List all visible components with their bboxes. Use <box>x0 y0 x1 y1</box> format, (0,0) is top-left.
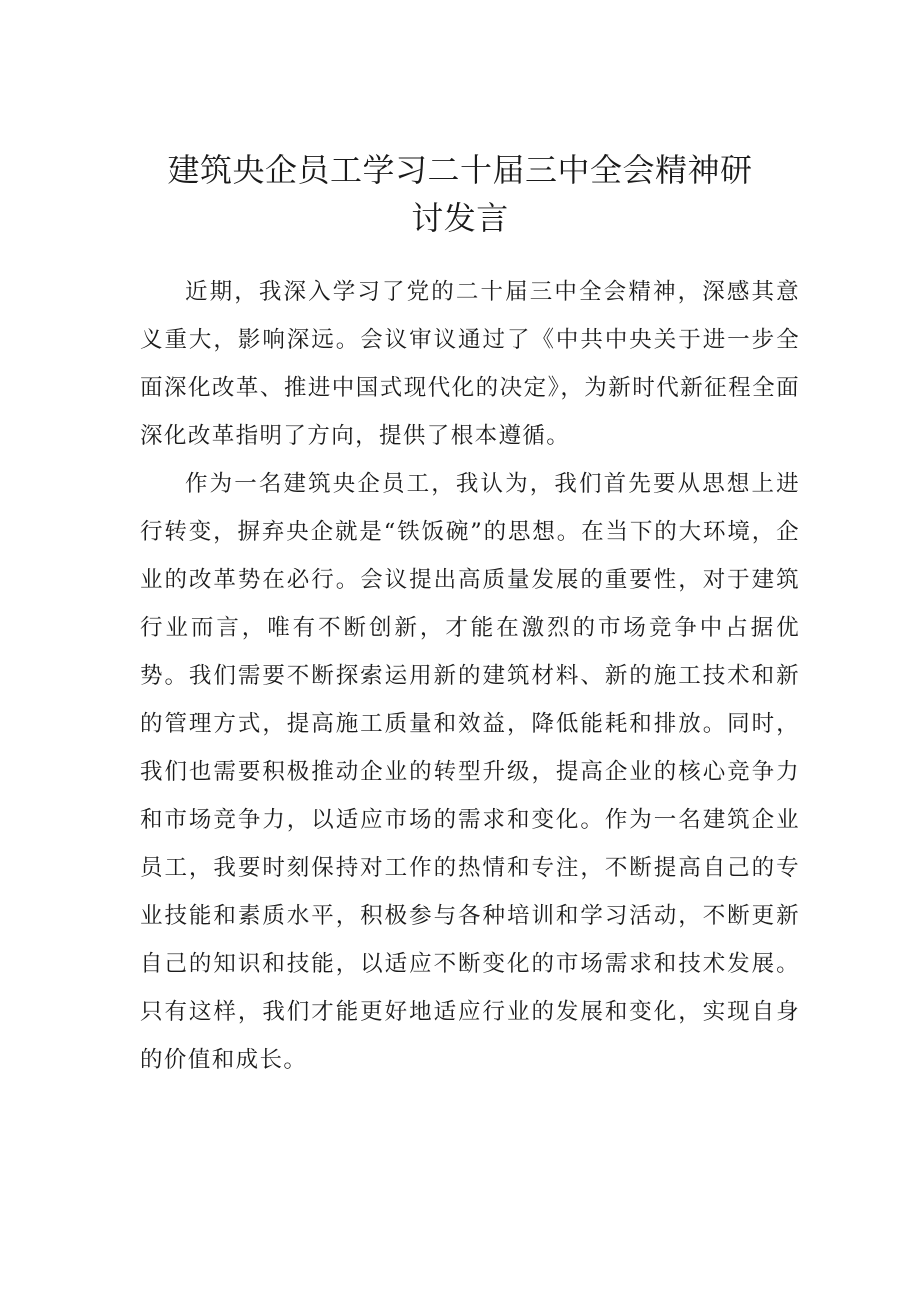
paragraph-2: 作为一名建筑央企员工，我认为，我们首先要从思想上进行转变，摒弃央企就是“铁饭碗”的思想。在当下的大环境，企业的改革势在必行。会议提出高质量发展的重要性，对于建筑行业而言，唯有不断创新，才能在激烈的市场竞争中占据优势。我们需要不断探索运用新的建筑材料、新的施工技术和新的管理方式，提高施工质量和效益，降低能耗和排放。同时，我们也需要积极推动企业的转型升级，提高企业的核心竞争力和市场竞争力，以适应市场的需求和变化。作为一名建筑企业员工，我要时刻保持对工作的热情和专注，不断提高自己的专业技能和素质水平，积极参与各种培训和学习活动，不断更新自己的知识和技能，以适应不断变化的市场需求和技术发展。只有这样，我们才能更好地适应行业的发展和变化，实现自身的价值和成长。 <box>140 471 800 1073</box>
document-title <box>140 146 780 242</box>
document-body <box>140 268 800 1084</box>
title-line-1: 建筑央企员工学习二十届三中全会精神研 <box>167 151 753 189</box>
title-line-2: 讨发言 <box>411 199 509 237</box>
paragraph-1: 近期，我深入学习了党的二十届三中全会精神，深感其意义重大，影响深远。会议审议通过了《中共中央关于进一步全面深化改革、推进中国式现代化的决定》，为新时代新征程全面深化改革指明了方向，提供了根本遵循。 <box>140 279 800 449</box>
